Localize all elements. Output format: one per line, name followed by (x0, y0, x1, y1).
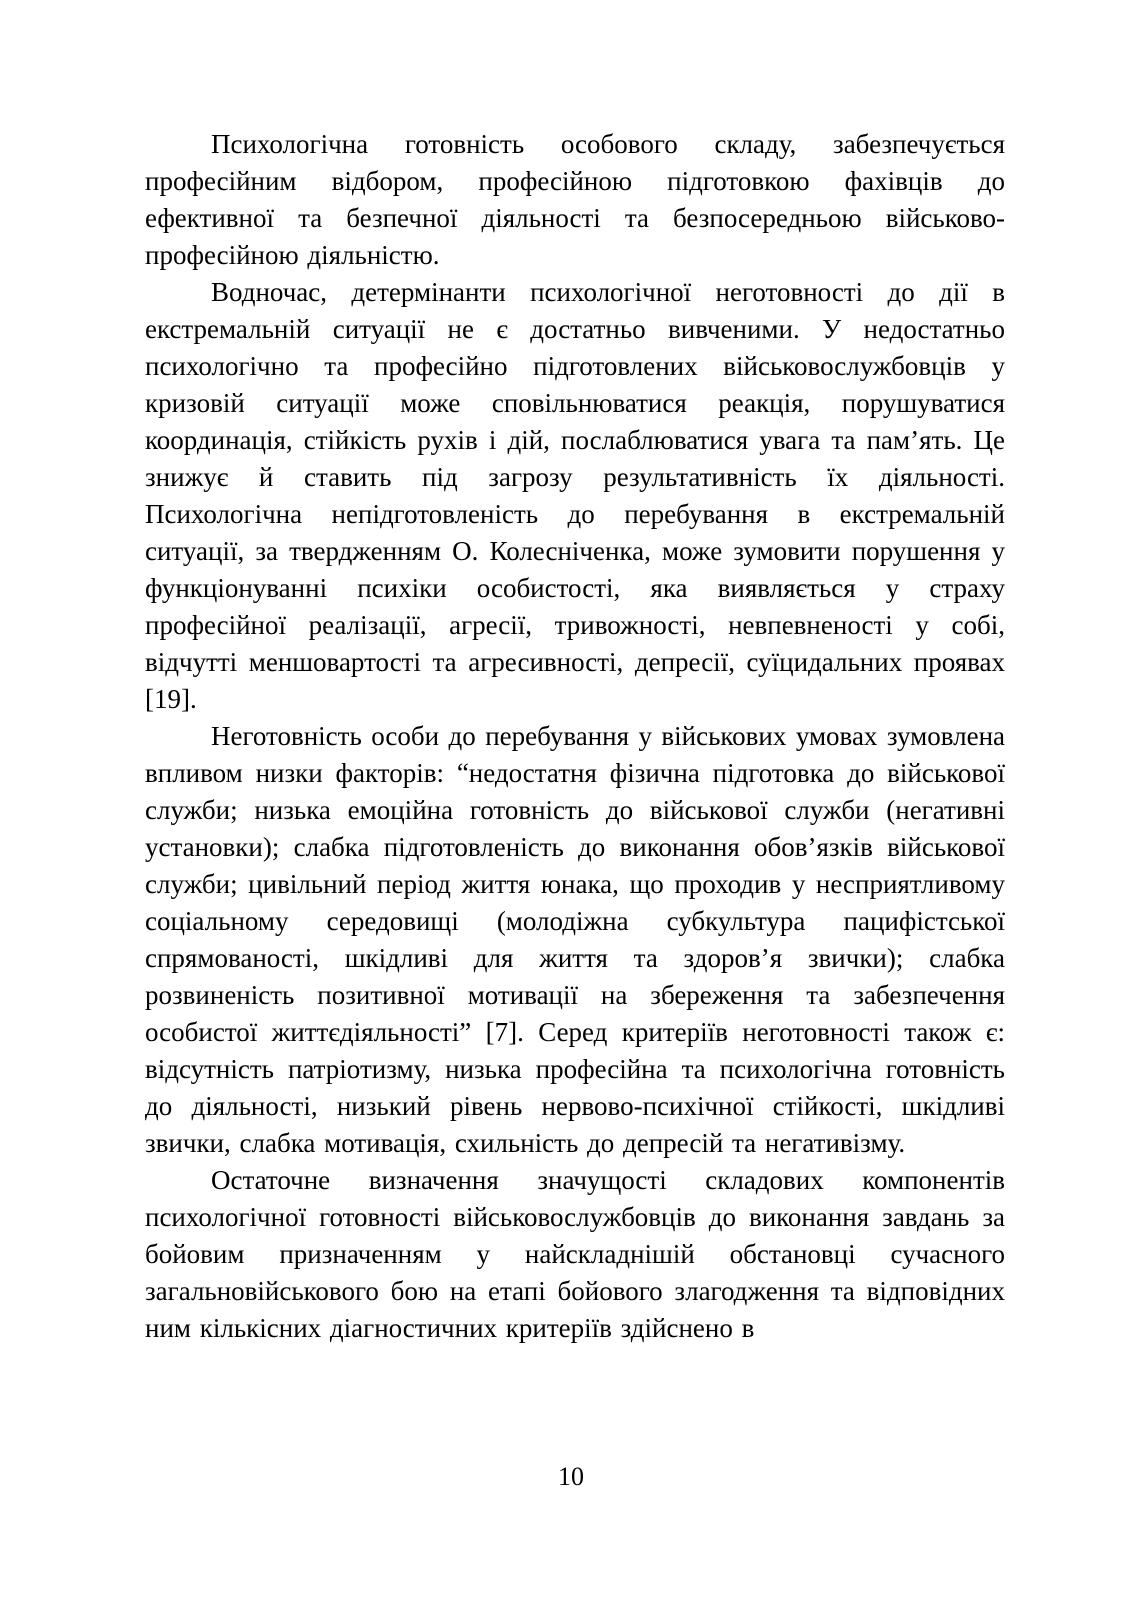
page-body (145, 126, 1005, 1347)
paragraph-2: Водночас, детермінанти психологічної неготовності до дії в екстремальній ситуації не є достатньо вивченими. У недостатньо психологічно та професійно підготовлених військовослужбовців у кризовій ситуації може сповільнюватися реакція, порушуватися координація, стійкість рухів і дій, послаблюватися увага та пам’ять. Це знижує й ставить під загрозу результативність їх діяльності. Психологічна непідготовленість до перебування в екстремальній ситуації, за твердженням О. Колесніченка, може зумовити порушення у функціонуванні психіки особистості, яка виявляється у страху професійної реалізації, агресії, тривожності, невпевненості у собі, відчутті меншовартості та агресивності, депресії, суїцидальних проявах [19]. (145, 277, 1005, 714)
page-number: 10 (558, 1462, 584, 1491)
paragraph-1: Психологічна готовність особового складу, забезпечується професійним відбором, професійною підготовкою фахівців до ефективної та безпечної діяльності та безпосередньою військово-професійною діяльністю. (145, 129, 1005, 270)
paragraph-4: Остаточне визначення значущості складових компонентів психологічної готовності військовослужбовців до виконання завдань за бойовим призначенням у найскладнішій обстановці сучасного загальновійськового бою на етапі бойового злагодження та відповідних ним кількісних діагностичних критеріїв здійснено в (145, 1165, 1005, 1343)
paragraph-3: Неготовність особи до перебування у військових умовах зумовлена впливом низки факторів: “недостатня фізична підготовка до військової служби; низька емоційна готовність до військової служби (негативні установки); слабка підготовленість до виконання обов’язків військової служби; цивільний період життя юнака, що проходив у несприятливому соціальному середовищі (молодіжна субкультура пацифістської спрямованості, шкідливі для життя та здоров’я звички); слабка розвиненість позитивної мотивації на збереження та забезпечення особистої життєдіяльності” [7]. Серед критеріїв неготовності також є: відсутність патріотизму, низька професійна та психологічна готовність до діяльності, низький рівень нервово-психічної стійкості, шкідливі звички, слабка мотивація, схильність до депресій та негативізму. (145, 721, 1005, 1158)
